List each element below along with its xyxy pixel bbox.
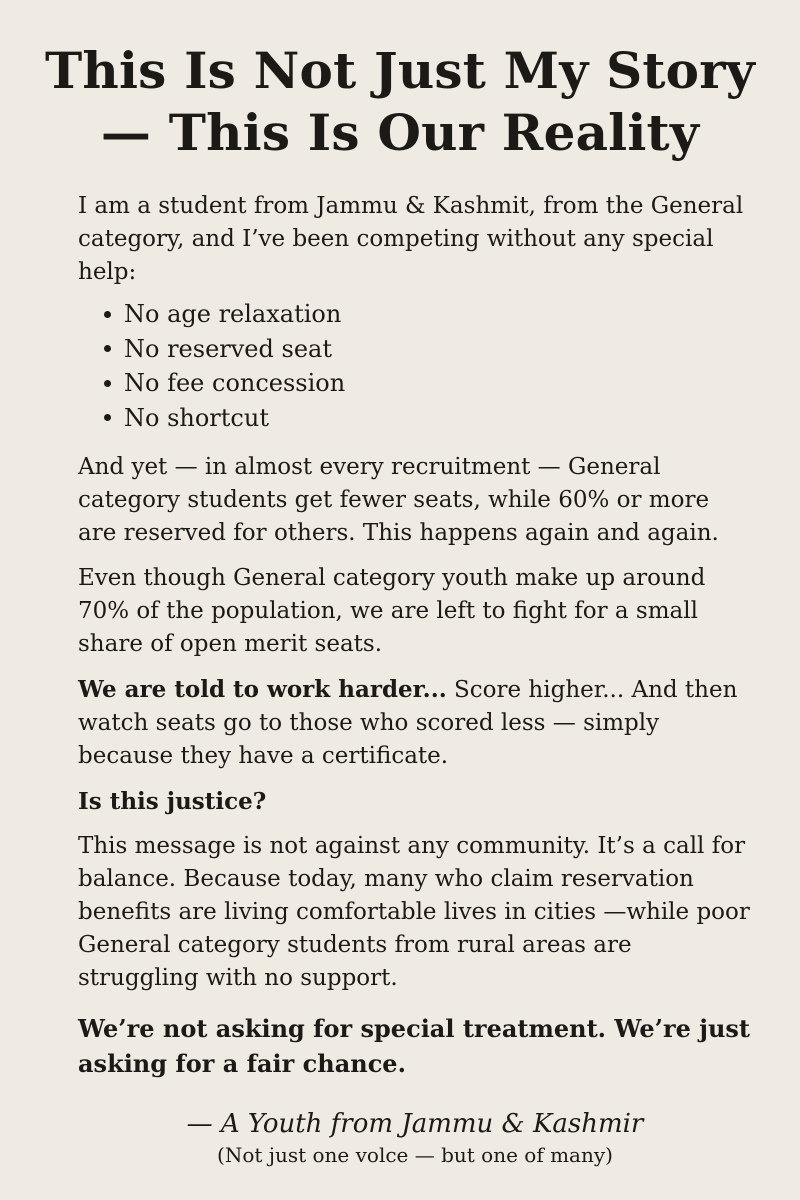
list-item xyxy=(104,366,750,401)
list-item-text: No shortcut xyxy=(124,403,269,432)
list-item xyxy=(104,401,750,436)
work-harder-rest: Score higher... And then watch seats go to those who scored less — simply because they have a certificate. xyxy=(78,677,738,769)
bullet-icon xyxy=(104,380,111,387)
title-line-1: This Is Not Just My Story xyxy=(44,41,756,100)
balance-paragraph: This message is not against any community. It’s a call for balance. Because today, many who claim reservation benefits are living comfortable lives in cities —while poor General category students from rural areas are struggling with no support. xyxy=(78,833,750,991)
bullet-icon xyxy=(104,414,111,421)
no-help-list xyxy=(104,297,750,435)
signature-subnote: (Not just one volce — but one of many) xyxy=(217,1143,613,1167)
list-item-text: No fee concession xyxy=(124,369,346,397)
work-harder-lead: We are told to work harder... xyxy=(78,676,447,703)
page-title xyxy=(0,40,800,164)
work-harder-paragraph xyxy=(78,673,750,773)
justice-question: Is this justice? xyxy=(78,788,267,815)
bullet-icon xyxy=(104,311,111,318)
article-body xyxy=(78,190,750,1081)
intro-paragraph: I am a student from Jammu & Kashmit, from the General category, and I’ve been competing without any special help: xyxy=(78,193,744,285)
bullet-icon xyxy=(104,345,111,352)
list-item xyxy=(104,332,750,367)
recruitment-paragraph: And yet — in almost every recruitment — General category students get fewer seats, while 60% or more are reserved for others. This happens again and again. xyxy=(78,454,719,546)
list-item-text: No age relaxation xyxy=(124,300,342,328)
list-item xyxy=(104,297,750,332)
population-paragraph: Even though General category youth make up around 70% of the population, we are left to fight for a small share of open merit seats. xyxy=(78,565,706,657)
closing-statement: We’re not asking for special treatment. We’re just asking for a fair chance. xyxy=(78,1014,750,1078)
title-line-2: — This Is Our Reality xyxy=(100,103,700,162)
list-item-text: No reserved seat xyxy=(124,334,332,363)
signature: — A Youth from Jammu & Kashmir xyxy=(186,1109,644,1139)
